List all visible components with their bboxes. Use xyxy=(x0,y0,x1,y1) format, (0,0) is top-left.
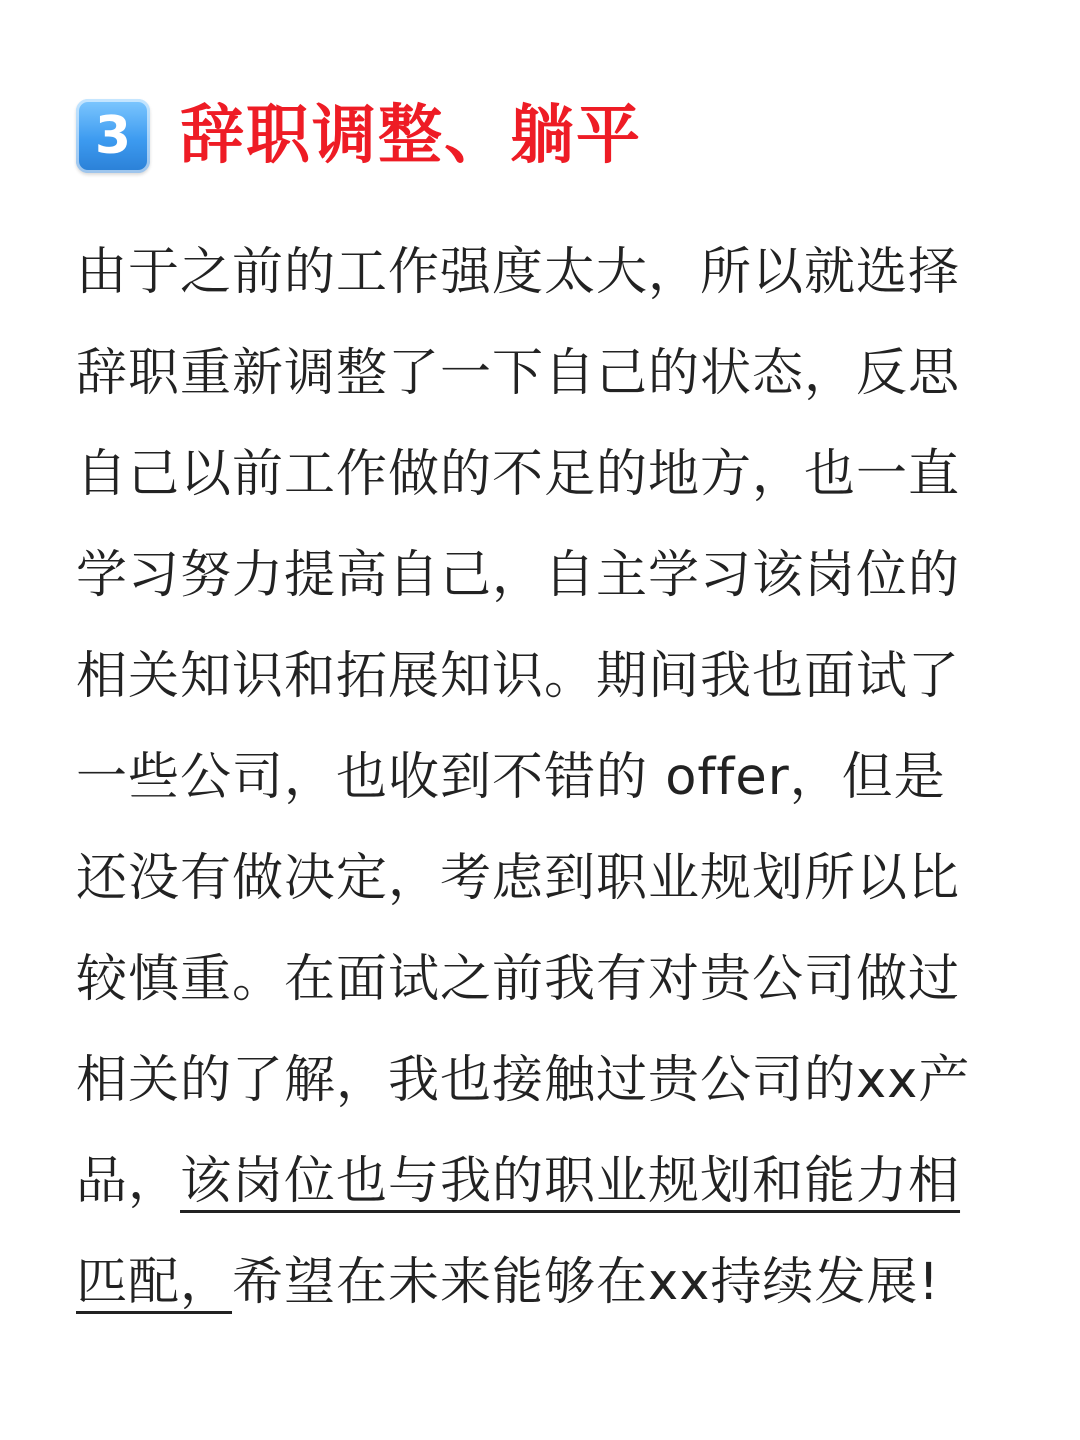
text-line: 辞职重新调整了一下自己的状态，反思 xyxy=(76,344,961,403)
text-line: 较慎重。在面试之前我有对贵公司做过 xyxy=(76,950,961,1009)
underlined-text: 匹配， xyxy=(76,1253,233,1312)
keycap-digit-three-icon: 3 xyxy=(76,99,150,173)
text-line xyxy=(76,1232,1008,1333)
text-line: 由于之前的工作强度太大，所以就选择 xyxy=(76,243,961,302)
underlined-text: 该岗位也与我的职业规划和能力相 xyxy=(180,1152,961,1211)
text-line: 自己以前工作做的不足的地方，也一直 xyxy=(76,445,961,504)
body-paragraph xyxy=(76,222,1008,1333)
section-heading xyxy=(76,96,642,176)
text-line: 一些公司，也收到不错的 offer，但是 xyxy=(76,748,946,807)
text-line: 还没有做决定，考虑到职业规划所以比 xyxy=(76,849,961,908)
text-line: 相关的了解，我也接触过贵公司的xx产 xyxy=(76,1051,971,1110)
section-title: 辞职调整、躺平 xyxy=(180,99,642,173)
text-segment: 品， xyxy=(76,1152,181,1211)
text-line xyxy=(76,1131,1008,1232)
text-line: 相关知识和拓展知识。期间我也面试了 xyxy=(76,647,961,706)
text-segment: 希望在未来能够在xx持续发展! xyxy=(232,1253,940,1312)
text-line: 学习努力提高自己，自主学习该岗位的 xyxy=(76,546,961,605)
